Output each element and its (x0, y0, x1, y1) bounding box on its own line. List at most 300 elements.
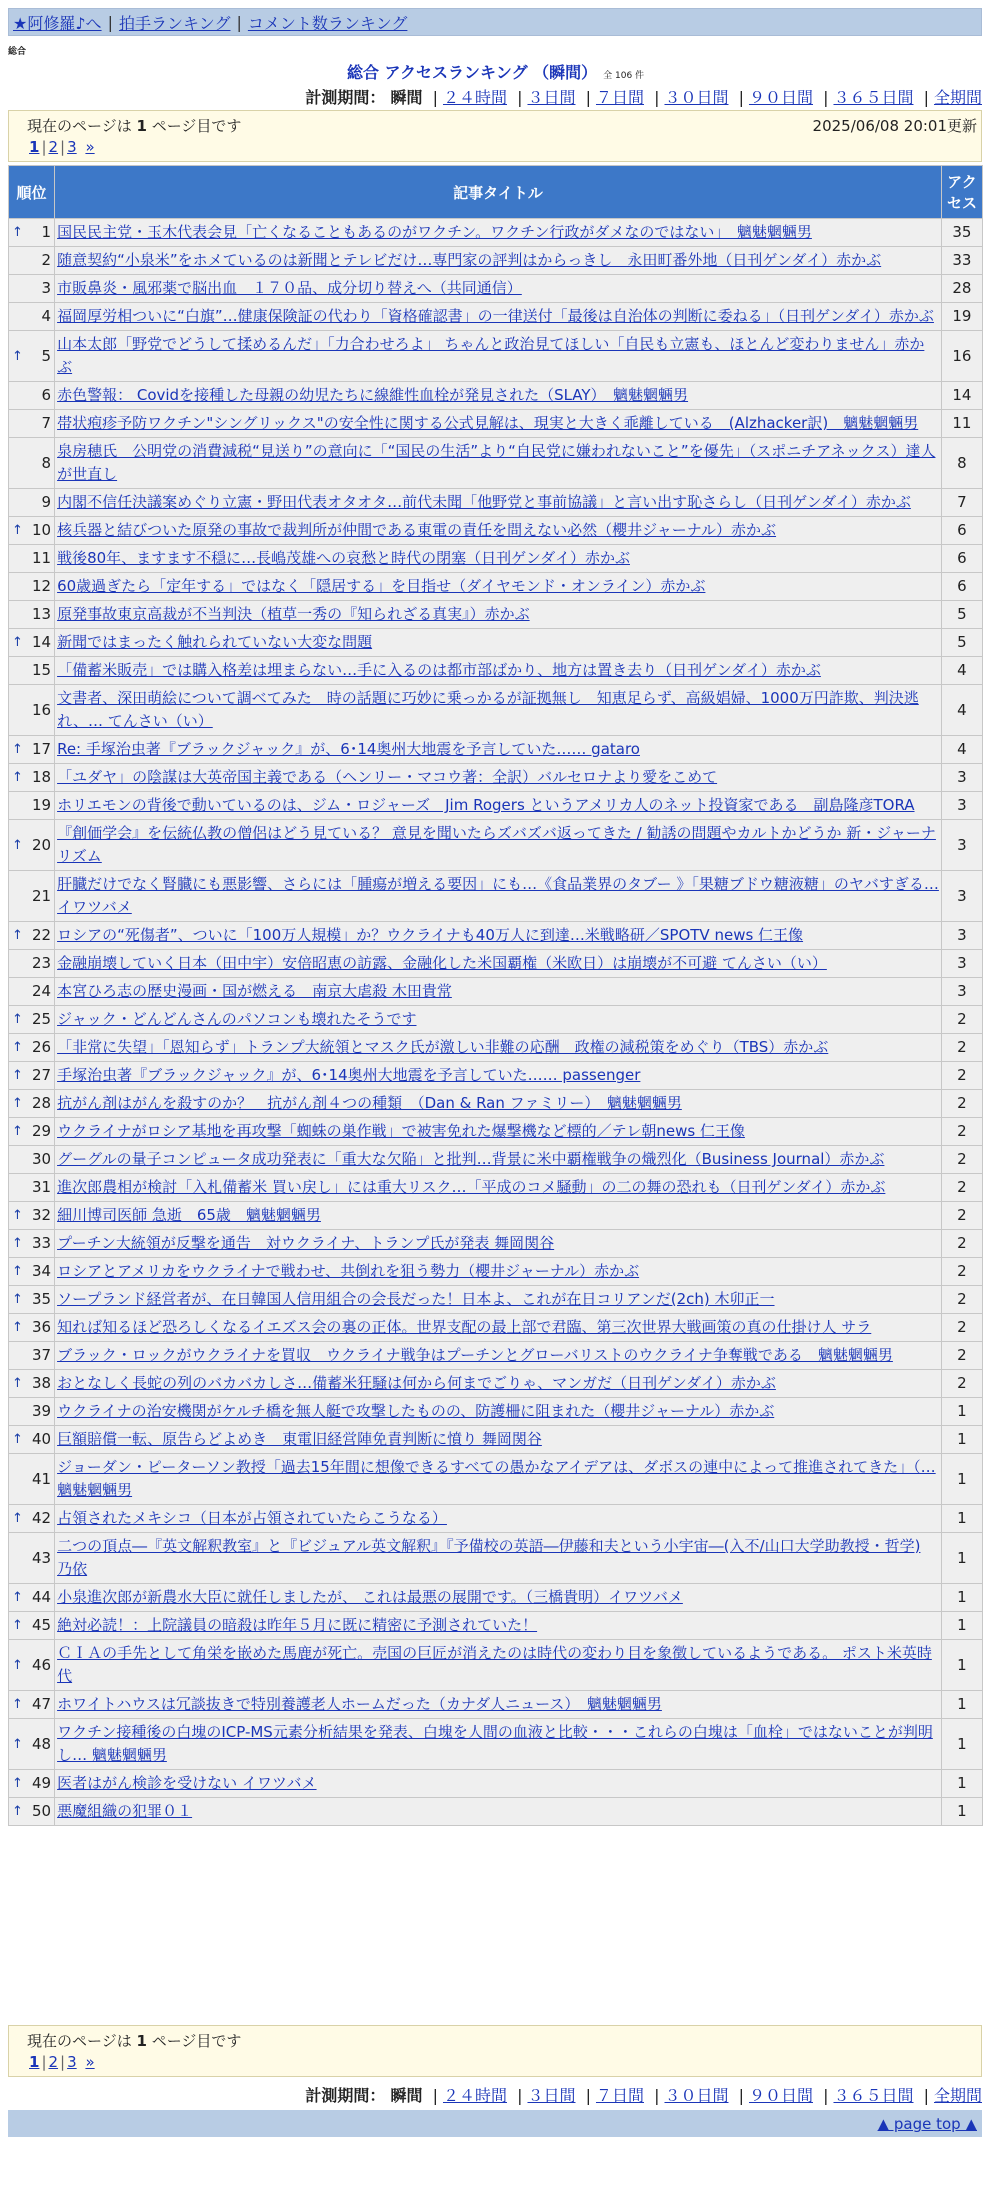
rank-number: 50 (31, 1802, 52, 1820)
period-selector-top: 計測期間： 瞬間 | ２４時間 | ３日間 | ７日間 | ３０日間 | ９０日間 | ３６５日間 | 全期間 (305, 88, 982, 107)
article-title-link[interactable]: 山本太郎「野党でどうして揉めるんだ」「力合わせろよ」 ちゃんと政治見てほしい「自民も立憲も、ほとんど変わりません」赤かぶ (57, 335, 925, 376)
rank-cell (9, 1314, 54, 1341)
rank-number: 16 (31, 700, 52, 719)
access-count: 1 (942, 1691, 982, 1718)
access-count: 1 (942, 1533, 982, 1583)
page-title (0, 60, 991, 83)
access-count: 1 (942, 1426, 982, 1453)
rank-cell (9, 1062, 54, 1089)
rank-cell (9, 601, 54, 628)
title-cell (55, 275, 941, 302)
title-cell (55, 573, 941, 600)
title-cell (55, 736, 941, 763)
article-title-link[interactable]: ソープランド経営者が、在日韓国人信用組合の会長だった！日本よ、これが在日コリアンだ(2ch) 木卯正一 (57, 1290, 775, 1308)
access-count: 3 (942, 950, 982, 977)
title-cell (55, 978, 941, 1005)
rank-cell (9, 1174, 54, 1201)
page-top-link[interactable]: ▲ page top ▲ (877, 2115, 977, 2133)
rank-up-arrow-icon: ↑ (12, 1012, 23, 1027)
article-title-link[interactable]: 進次郎農相が検討「入札備蓄米 買い戻し」には重大リスク…「平成のコメ騒動」の二の舞の恐れも（日刊ゲンダイ）赤かぶ (57, 1178, 886, 1196)
article-title-link[interactable]: 核兵器と結びついた原発の事故で裁判所が仲間である東電の責任を問えない必然（櫻井ジャーナル）赤かぶ (57, 521, 777, 539)
article-title-link[interactable]: 60歳過ぎたら「定年する」ではなく「隠居する」を目指せ（ダイヤモンド・オンライン）赤かぶ (57, 577, 706, 595)
rank-cell (9, 1370, 54, 1397)
access-count: 35 (942, 219, 982, 246)
rank-up-arrow-icon: ↑ (12, 1657, 23, 1673)
title-cell (55, 1691, 941, 1718)
article-title-link[interactable]: 『創価学会』を伝統仏教の僧侶はどう見ている？ 意見を聞いたらズバズバ返ってきた / 勧誘の問題やカルトかどうか 新・ジャーナリズム (57, 824, 936, 865)
rank-up-arrow-icon: ↑ (12, 1590, 23, 1605)
table-row (9, 764, 982, 791)
title-cell (55, 303, 941, 330)
title-cell (55, 1034, 941, 1061)
article-title-link[interactable]: ジャック・どんどんさんのパソコンも壊れたそうです (57, 1010, 417, 1028)
article-title-link[interactable]: 戦後80年、ますます不穏に…長嶋茂雄への哀愁と時代の閉塞（日刊ゲンダイ）赤かぶ (57, 549, 630, 567)
title-cell (55, 1426, 941, 1453)
next-page-link[interactable]: » (85, 2053, 95, 2071)
table-row (9, 1062, 982, 1089)
rank-cell (9, 1342, 54, 1369)
article-title-link[interactable]: 「備蓄米販売」では購入格差は埋まらない…手に入るのは都市部ばかり、地方は置き去り（日刊ゲンダイ）赤かぶ (57, 661, 821, 679)
access-count: 6 (942, 517, 982, 544)
title-cell (55, 1612, 941, 1639)
table-row (9, 1584, 982, 1611)
rank-number: 34 (31, 1262, 52, 1280)
article-title-link[interactable]: ブラック・ロックがウクライナを買収 ウクライナ戦争はプーチンとグローバリストのウクライナ争奪戦である 魑魅魍魎男 (57, 1346, 893, 1364)
article-title-link[interactable]: ウクライナがロシア基地を再攻撃「蜘蛛の巣作戦」で被害免れた爆撃機など標的／テレ朝news 仁王像 (57, 1122, 745, 1140)
rank-cell (9, 247, 54, 274)
period-24h-link[interactable]: ２４時間 (442, 88, 507, 107)
rank-number: 27 (31, 1066, 52, 1084)
title-cell (55, 1370, 941, 1397)
rank-number: 28 (31, 1094, 52, 1112)
rank-number: 46 (31, 1655, 52, 1674)
period-90d-link[interactable]: ９０日間 (748, 88, 813, 107)
table-row (9, 657, 982, 684)
period-3d-link[interactable]: ３日間 (527, 2086, 576, 2105)
rank-cell (9, 978, 54, 1005)
table-row (9, 545, 982, 572)
title-cell (55, 685, 941, 735)
table-row (9, 871, 982, 921)
article-title-link[interactable]: 絶対必読！：上院議員の暗殺は昨年５月に既に精密に予測されていた！ (57, 1616, 538, 1634)
article-title-link[interactable]: 泉房穂氏 公明党の消費減税“見送り”の意向に「“国民の生活”より“自民党に嫌われないこと”を優先」（スポニチアネックス）達人が世直し (57, 442, 936, 483)
table-row (9, 629, 982, 656)
rank-cell (9, 219, 54, 246)
rank-number: 29 (31, 1122, 52, 1140)
rank-up-arrow-icon: ↑ (12, 928, 23, 943)
rank-number: 18 (31, 768, 52, 786)
period-365d-link[interactable]: ３６５日間 (833, 2086, 914, 2105)
rank-number: 7 (41, 414, 52, 432)
article-title-link[interactable]: 細川博司医師 急逝 65歳 魑魅魍魎男 (57, 1206, 321, 1224)
title-cell (55, 1258, 941, 1285)
rank-cell (9, 657, 54, 684)
rank-cell (9, 1118, 54, 1145)
rank-number: 10 (31, 521, 52, 539)
rank-cell (9, 685, 54, 735)
access-count: 3 (942, 978, 982, 1005)
current-page-message: 現在のページは 1 ページ目です (27, 2032, 242, 2050)
access-count: 2 (942, 1258, 982, 1285)
rank-cell (9, 1612, 54, 1639)
table-row (9, 1505, 982, 1532)
table-row (9, 820, 982, 870)
title-cell (55, 517, 941, 544)
article-title-link[interactable]: 本宮ひろ志の歴史漫画・国が燃える 南京大虐殺 木田貴常 (57, 982, 452, 1000)
period-selector-bottom: 計測期間： 瞬間 | ２４時間 | ３日間 | ７日間 | ３０日間 | ９０日間 | ３６５日間 | 全期間 (305, 2086, 982, 2105)
rank-cell (9, 573, 54, 600)
home-link[interactable]: ★阿修羅♪へ (13, 13, 102, 33)
rank-up-arrow-icon: ↑ (12, 1208, 23, 1223)
period-365d-link[interactable]: ３６５日間 (833, 88, 914, 107)
table-row (9, 978, 982, 1005)
access-count: 7 (942, 489, 982, 516)
table-row (9, 1230, 982, 1257)
title-cell (55, 657, 941, 684)
table-row (9, 1006, 982, 1033)
access-count: 11 (942, 410, 982, 437)
article-title-link[interactable]: 手塚治虫著『ブラックジャック』が、6･14奥州大地震を予言していた…… passenger (57, 1066, 641, 1084)
rank-number: 1 (41, 223, 52, 241)
period-3d-link[interactable]: ３日間 (527, 88, 576, 107)
article-title-link[interactable]: ワクチン接種後の白塊のICP-MS元素分析結果を発表、白塊を人間の血液と比較・・・これらの白塊は「血栓」ではないことが判明し… 魑魅魍魎男 (57, 1723, 933, 1764)
rank-up-arrow-icon: ↑ (12, 1264, 23, 1279)
rank-cell (9, 1770, 54, 1797)
rank-number: 30 (31, 1150, 52, 1168)
access-count: 3 (942, 820, 982, 870)
rank-number: 3 (41, 279, 52, 297)
period-24h-link[interactable]: ２４時間 (442, 2086, 507, 2105)
table-row (9, 950, 982, 977)
table-row (9, 1034, 982, 1061)
table-row (9, 1090, 982, 1117)
rank-cell (9, 950, 54, 977)
period-all-link[interactable]: 全期間 (933, 2086, 982, 2105)
rank-up-arrow-icon: ↑ (12, 1320, 23, 1335)
rank-number: 43 (31, 1548, 52, 1567)
comment-ranking-link[interactable]: コメント数ランキング (247, 13, 408, 33)
nav-separator: | (107, 12, 113, 32)
access-count: 3 (942, 922, 982, 949)
rank-number: 8 (41, 453, 52, 472)
article-title-link[interactable]: 原発事故東京高裁が不当判決（植草一秀の『知られざる真実』）赤かぶ (57, 605, 530, 623)
period-current: 瞬間 (390, 88, 423, 107)
table-row (9, 1398, 982, 1425)
table-row (9, 1370, 982, 1397)
access-count: 3 (942, 792, 982, 819)
rank-number: 33 (31, 1234, 52, 1252)
rank-cell (9, 736, 54, 763)
rank-up-arrow-icon: ↑ (12, 837, 23, 853)
page-info-box-top (8, 110, 982, 162)
page-top-link-wrap (878, 2115, 977, 2133)
title-cell (55, 629, 941, 656)
rank-number: 35 (31, 1290, 52, 1308)
table-row (9, 247, 982, 274)
rank-number: 19 (31, 796, 52, 814)
rank-cell (9, 410, 54, 437)
title-cell (55, 331, 941, 381)
access-count: 1 (942, 1398, 982, 1425)
table-row (9, 1640, 982, 1690)
access-count: 3 (942, 764, 982, 791)
access-count: 1 (942, 1719, 982, 1769)
article-title-link[interactable]: 知れば知るほど恐ろしくなるイエズス会の裏の正体。世界支配の最上部で君臨、第三次世界大戦画策の真の仕掛け人 サラ (57, 1318, 872, 1336)
rank-number: 40 (31, 1430, 52, 1448)
rank-number: 38 (31, 1374, 52, 1392)
access-count: 16 (942, 331, 982, 381)
ranking-title: 総合 アクセスランキング （瞬間） (346, 63, 598, 82)
rank-cell (9, 820, 54, 870)
period-90d-link[interactable]: ９０日間 (748, 2086, 813, 2105)
table-row (9, 1202, 982, 1229)
article-title-link[interactable]: 随意契約“小泉米”をホメているのは新聞とテレビだけ…専門家の評判はからっきし 永田町番外地（日刊ゲンダイ）赤かぶ (57, 251, 882, 269)
header-rank: 順位 (9, 166, 54, 218)
access-count: 19 (942, 303, 982, 330)
title-cell (55, 820, 941, 870)
table-row (9, 1798, 982, 1825)
title-cell (55, 1398, 941, 1425)
rank-cell (9, 275, 54, 302)
rank-cell (9, 1798, 54, 1825)
table-row (9, 1286, 982, 1313)
table-row (9, 303, 982, 330)
title-cell (55, 764, 941, 791)
rank-cell (9, 489, 54, 516)
rank-number: 37 (31, 1346, 52, 1364)
rank-number: 21 (31, 886, 52, 905)
table-row (9, 792, 982, 819)
title-cell (55, 1533, 941, 1583)
rank-cell (9, 1454, 54, 1504)
article-title-link[interactable]: 金融崩壊していく日本（田中宇）安倍昭恵の訪露、金融化した米国覇権（米欧日）は崩壊が不可避 てんさい（い） (57, 954, 827, 972)
rank-cell (9, 871, 54, 921)
genre-label: 総合 (8, 47, 27, 57)
title-cell (55, 1006, 941, 1033)
rank-number: 31 (31, 1178, 52, 1196)
title-cell (55, 1798, 941, 1825)
table-row (9, 331, 982, 381)
article-title-link[interactable]: おとなしく長蛇の列のバカバカしさ…備蓄米狂騒は何から何までごりゃ、マンガだ（日刊ゲンダイ）赤かぶ (57, 1374, 776, 1392)
title-cell (55, 1342, 941, 1369)
access-count: 28 (942, 275, 982, 302)
title-cell (55, 1062, 941, 1089)
title-cell (55, 438, 941, 488)
access-count: 1 (942, 1584, 982, 1611)
rank-cell (9, 438, 54, 488)
rank-number: 47 (31, 1695, 52, 1713)
table-row (9, 517, 982, 544)
rank-cell (9, 1202, 54, 1229)
table-row (9, 1426, 982, 1453)
period-all-link[interactable]: 全期間 (933, 88, 982, 107)
article-title-link[interactable]: 抗がん剤はがんを殺すのか？ 抗がん剤４つの種類 （Dan & Ran ファミリー） 魑魅魍魎男 (57, 1094, 682, 1112)
page-2-link[interactable]: 2 (48, 138, 59, 156)
table-row (9, 410, 982, 437)
article-title-link[interactable]: ＣＩＡの手先として角栄を嵌めた馬鹿が死亡。売国の巨匠が消えたのは時代の変わり目を象徴しているようである。 ポスト米英時代 (57, 1644, 932, 1685)
rank-number: 44 (31, 1588, 52, 1606)
title-cell (55, 1146, 941, 1173)
table-row (9, 1314, 982, 1341)
article-title-link[interactable]: 二つの頂点―『英文解釈教室』と『ビジュアル英文解釈』『予備校の英語―伊藤和夫という小宇宙―(入不/山口大学助教授・哲学) 乃依 (57, 1537, 921, 1578)
article-title-link[interactable]: Re: 手塚治虫著『ブラックジャック』が、6･14奥州大地震を予言していた…… gataro (57, 740, 640, 758)
article-title-link[interactable]: ホワイトハウスは冗談抜きで特別養護老人ホームだった（カナダ人ニュース） 魑魅魍魎男 (57, 1695, 662, 1713)
page-3-link[interactable]: 3 (67, 138, 77, 156)
period-30d-link[interactable]: ３０日間 (664, 2086, 729, 2105)
pagination-top: 1 | 2 | 3 » (29, 138, 95, 156)
total-count: 全 106 件 (603, 71, 645, 81)
article-title-link[interactable]: 赤色警報： Covidを接種した母親の幼児たちに線維性血栓が発見された（SLAY） 魑魅魍魎男 (57, 386, 689, 404)
access-count: 4 (942, 657, 982, 684)
rank-up-arrow-icon: ↑ (12, 1736, 23, 1752)
article-title-link[interactable]: ロシアの“死傷者”、ついに「100万人規模」か？ウクライナも40万人に到達…米戦略研／SPOTV news 仁王像 (57, 926, 804, 944)
rank-cell (9, 382, 54, 409)
rank-up-arrow-icon: ↑ (12, 1511, 23, 1526)
rank-cell (9, 1505, 54, 1532)
article-title-link[interactable]: ジョーダン・ピーターソン教授「過去15年間に想像できるすべての愚かなアイデアは、ダボスの連中によって推進されてきた」（… 魑魅魍魎男 (57, 1458, 936, 1499)
access-count: 2 (942, 1034, 982, 1061)
rank-up-arrow-icon: ↑ (12, 1292, 23, 1307)
article-title-link[interactable]: 内閣不信任決議案めぐり立憲・野田代表オタオタ…前代未聞「他野党と事前協議」と言い出す恥さらし（日刊ゲンダイ）赤かぶ (57, 493, 911, 511)
title-cell (55, 410, 941, 437)
rank-up-arrow-icon: ↑ (12, 225, 23, 240)
table-row (9, 489, 982, 516)
table-row (9, 736, 982, 763)
article-title-link[interactable]: 占領されたメキシコ（日本が占領されていたらこうなる） (57, 1509, 447, 1527)
rank-number: 9 (41, 493, 52, 511)
rank-up-arrow-icon: ↑ (12, 1697, 23, 1712)
rank-cell (9, 629, 54, 656)
rank-number: 36 (31, 1318, 52, 1336)
article-title-link[interactable]: 市販鼻炎・風邪薬で脳出血 １７０品、成分切り替えへ（共同通信） (57, 279, 522, 297)
page-1-link[interactable]: 1 (29, 138, 40, 156)
table-row (9, 1146, 982, 1173)
article-title-link[interactable]: 肝臓だけでなく腎臓にも悪影響、さらには「腫瘍が増える要因」にも…《食品業界のタブー 》「果糖ブドウ糖液糖」のヤバすぎる… イワツバメ (57, 875, 939, 916)
access-count: 1 (942, 1612, 982, 1639)
title-cell (55, 1230, 941, 1257)
title-cell (55, 922, 941, 949)
page-1-link[interactable]: 1 (29, 2053, 40, 2071)
access-count: 2 (942, 1370, 982, 1397)
access-count: 2 (942, 1286, 982, 1313)
rank-number: 48 (31, 1734, 52, 1753)
title-cell (55, 247, 941, 274)
article-title-link[interactable]: 文書者、深田萌絵について調べてみた 時の話題に巧妙に乗っかるが証拠無し 知恵足らず、高級娼婦、1000万円詐欺、判決逃れ、… てんさい（い） (57, 689, 919, 730)
table-row (9, 1258, 982, 1285)
period-30d-link[interactable]: ３０日間 (664, 88, 729, 107)
period-7d-link[interactable]: ７日間 (595, 2086, 644, 2105)
access-count: 4 (942, 736, 982, 763)
period-current: 瞬間 (390, 2086, 423, 2105)
period-7d-link[interactable]: ７日間 (595, 88, 644, 107)
rank-cell (9, 1286, 54, 1313)
table-row (9, 1342, 982, 1369)
page-3-link[interactable]: 3 (67, 2053, 77, 2071)
access-count: 1 (942, 1798, 982, 1825)
current-page-message: 現在のページは 1 ページ目です (27, 117, 242, 135)
ranking-table-body (9, 219, 982, 1825)
table-row (9, 573, 982, 600)
page-info-box-bottom (8, 2025, 982, 2077)
article-title-link[interactable]: 帯状疱疹予防ワクチン"シングリックス"の安全性に関する公式見解は、現実と大きく乖離している (Alzhacker訳) 魑魅魍魎男 (57, 414, 919, 432)
article-title-link[interactable]: 巨額賠償一転、原告らどよめき 東電旧経営陣免責判断に憤り 舞岡関谷 (57, 1430, 542, 1448)
title-cell (55, 1640, 941, 1690)
article-title-link[interactable]: ホリエモンの背後で動いているのは、ジム・ロジャーズ Jim Rogers というアメリカ人のネット投資家である 副島隆彦TORA (57, 796, 915, 814)
table-row (9, 1454, 982, 1504)
page-2-link[interactable]: 2 (48, 2053, 59, 2071)
article-title-link[interactable]: ロシアとアメリカをウクライナで戦わせ、共倒れを狙う勢力（櫻井ジャーナル）赤かぶ (57, 1262, 640, 1280)
ranking-table (8, 165, 983, 1826)
rank-cell (9, 1230, 54, 1257)
rank-cell (9, 792, 54, 819)
rank-number: 11 (31, 549, 52, 567)
article-title-link[interactable]: 「非常に失望」「恩知らず」トランプ大統領とマスク氏が激しい非難の応酬 政権の減税策をめぐり（TBS）赤かぶ (57, 1038, 829, 1056)
article-title-link[interactable]: 小泉進次郎が新農水大臣に就任しましたが、 これは最悪の展開です。（三橋貴明）イワツバメ (57, 1588, 683, 1606)
article-title-link[interactable]: 「ユダヤ」の陰謀は大英帝国主義である（ヘンリー・マコウ著：全訳）バルセロナより愛をこめて (57, 768, 718, 786)
access-count: 3 (942, 871, 982, 921)
title-cell (55, 792, 941, 819)
rank-cell (9, 303, 54, 330)
rank-cell (9, 1719, 54, 1769)
article-title-link[interactable]: ウクライナの治安機関がケルチ橋を無人艇で攻撃したものの、防護柵に阻まれた（櫻井ジャーナル）赤かぶ (57, 1402, 775, 1420)
title-cell (55, 871, 941, 921)
table-row (9, 601, 982, 628)
article-title-link[interactable]: 国民民主党・玉木代表会見「亡くなることもあるのがワクチン。ワクチン行政がダメなのではない」 魑魅魍魎男 (57, 223, 812, 241)
table-row (9, 438, 982, 488)
title-cell (55, 950, 941, 977)
rank-cell (9, 764, 54, 791)
access-count: 8 (942, 438, 982, 488)
article-title-link[interactable]: グーグルの量子コンピュータ成功発表に「重大な欠陥」と批判…背景に米中覇権戦争の熾烈化（Business Journal）赤かぶ (57, 1150, 885, 1168)
updated-time: 2025/06/08 20:01更新 (812, 117, 977, 135)
rank-up-arrow-icon: ↑ (12, 1776, 23, 1791)
title-cell (55, 382, 941, 409)
access-count: 2 (942, 1202, 982, 1229)
next-page-link[interactable]: » (85, 138, 95, 156)
rank-number: 17 (31, 740, 52, 758)
rank-number: 22 (31, 926, 52, 944)
title-cell (55, 1118, 941, 1145)
rank-cell (9, 1426, 54, 1453)
access-count: 2 (942, 1090, 982, 1117)
rank-number: 42 (31, 1509, 52, 1527)
table-row (9, 1533, 982, 1583)
access-count: 2 (942, 1342, 982, 1369)
rank-number: 4 (41, 307, 52, 325)
rank-number: 15 (31, 661, 52, 679)
article-title-link[interactable]: プーチン大統領が反撃を通告 対ウクライナ、トランプ氏が発表 舞岡関谷 (57, 1234, 555, 1252)
rank-cell (9, 1533, 54, 1583)
rank-up-arrow-icon: ↑ (12, 770, 23, 785)
article-title-link[interactable]: 福岡厚労相ついに“白旗”…健康保険証の代わり「資格確認書」の一律送付「最後は自治体の判断に委ねる」（日刊ゲンダイ）赤かぶ (57, 307, 934, 325)
rank-up-arrow-icon: ↑ (12, 1618, 23, 1633)
article-title-link[interactable]: 悪魔組織の犯罪０１ (57, 1802, 193, 1820)
rank-cell (9, 922, 54, 949)
article-title-link[interactable]: 新聞ではまったく触れられていない大変な問題 (57, 633, 373, 651)
table-row (9, 382, 982, 409)
title-cell (55, 1770, 941, 1797)
access-count: 2 (942, 1062, 982, 1089)
table-row (9, 685, 982, 735)
article-title-link[interactable]: 医者はがん検診を受けない イワツバメ (57, 1774, 317, 1792)
rank-number: 6 (41, 386, 52, 404)
access-count: 1 (942, 1454, 982, 1504)
rank-up-arrow-icon: ↑ (12, 1096, 23, 1111)
rank-up-arrow-icon: ↑ (12, 1432, 23, 1447)
title-cell (55, 1090, 941, 1117)
clap-ranking-link[interactable]: 拍手ランキング (118, 13, 231, 33)
rank-cell (9, 1034, 54, 1061)
